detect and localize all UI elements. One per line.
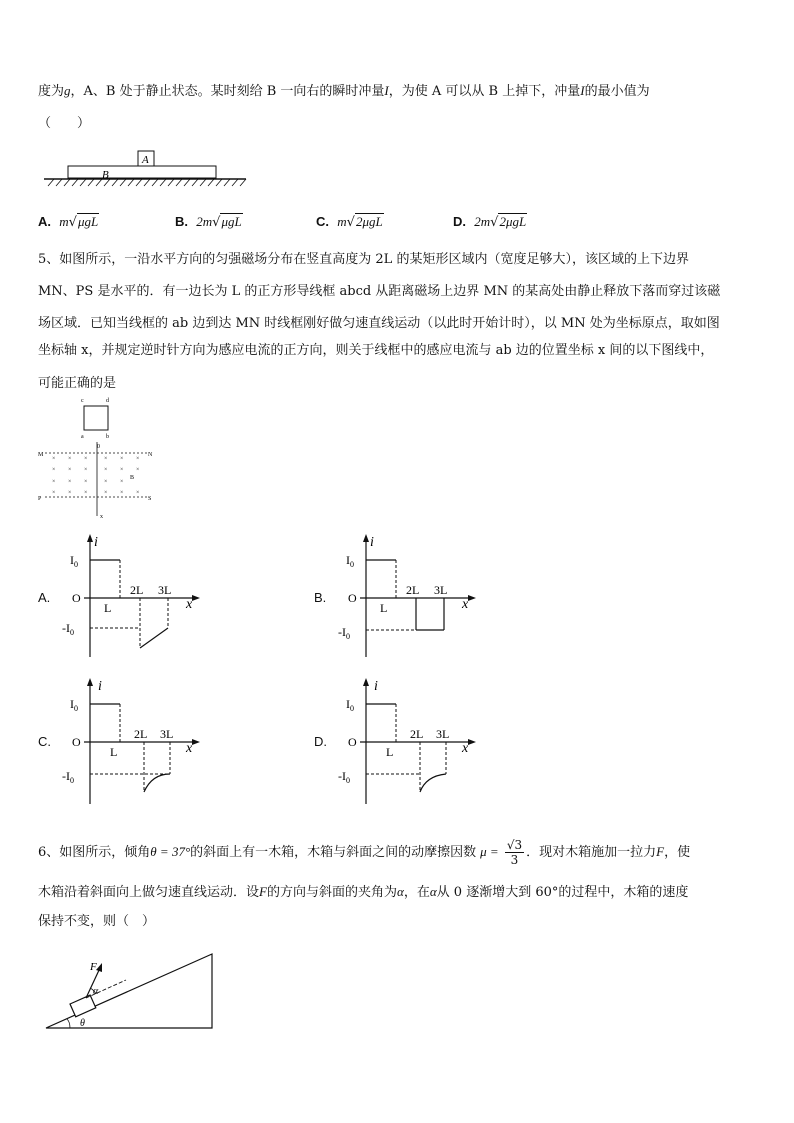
svg-text:i: i	[94, 535, 98, 550]
svg-text:d: d	[106, 398, 109, 404]
svg-text:x: x	[462, 741, 469, 756]
q6-text: 从 0 逐渐增大到 60°的过程中，木箱的速度	[436, 885, 689, 900]
svg-text:-I0: $-I_0$	[338, 769, 350, 785]
option-coef: 2m	[474, 214, 491, 229]
q6-text: ，使	[664, 845, 691, 860]
svg-text:×: ×	[84, 479, 88, 485]
var-alpha: α	[429, 884, 437, 899]
q6-line-2	[38, 884, 688, 901]
q5-option-d-label[interactable]: D.	[314, 734, 327, 749]
q5-line-3: 场区域．已知当线框的 ab 边到达 MN 时线框刚好做匀速直线运动（以此时开始计时），以 MN 处为坐标原点，取如图	[38, 316, 720, 331]
svg-text:i: i	[98, 679, 102, 694]
svg-text:×: ×	[52, 479, 56, 485]
var-g: g	[64, 83, 71, 98]
svg-text:N: N	[148, 452, 153, 458]
option-coef: 2m	[196, 214, 213, 229]
svg-text:2L: 2L	[134, 727, 148, 741]
svg-text:O: O	[348, 591, 357, 605]
q6-line-1	[38, 838, 690, 867]
crate	[70, 995, 96, 1017]
q5-line-4: 坐标轴 x，并规定逆时针方向为感应电流的正方向，则关于线框中的感应电流与 ab 边的位置坐标 x 间的以下图线中，	[38, 343, 714, 358]
var-F: F	[656, 844, 665, 859]
ground-hatch	[48, 179, 246, 186]
board-B-label: B	[102, 169, 109, 181]
frac-denominator: 3	[510, 853, 519, 867]
option-coef: m	[59, 214, 69, 229]
svg-text:I0: $I_0$	[346, 553, 354, 569]
svg-text:c: c	[81, 398, 84, 404]
q5-graph-c[interactable]	[60, 676, 210, 808]
q6-text: ，在	[403, 885, 430, 900]
svg-text:L: L	[386, 745, 394, 759]
svg-text:x: x	[100, 514, 103, 520]
svg-text:I0: $I_0$	[346, 697, 354, 713]
incline	[46, 954, 212, 1028]
q4-stem-line	[38, 83, 650, 100]
svg-text:S: S	[148, 496, 152, 502]
q6-text: 木箱沿着斜面向上做匀速直线运动．设	[38, 885, 260, 900]
field-crosses	[52, 456, 139, 496]
svg-text:×: ×	[104, 467, 108, 473]
block-A-label: A	[142, 154, 149, 166]
option-letter: A.	[38, 214, 51, 229]
svg-text:-I0: $-I_0$	[62, 769, 74, 785]
angle-theta: θ = 37°	[150, 844, 191, 859]
q6-text: ．现对木箱施加一拉力	[526, 845, 657, 860]
svg-text:M: M	[38, 452, 44, 458]
svg-text:×: ×	[120, 467, 124, 473]
svg-text:×: ×	[104, 479, 108, 485]
svg-text:i: i	[370, 535, 374, 550]
svg-text:L: L	[104, 601, 112, 615]
svg-text:i: i	[374, 679, 378, 694]
q6-line-3: 保持不变，则（ ）	[38, 914, 156, 929]
svg-text:L: L	[110, 745, 118, 759]
svg-text:×: ×	[68, 467, 72, 473]
q5-option-c-label[interactable]: C.	[38, 734, 51, 749]
svg-text:0: 0	[97, 444, 100, 450]
svg-text:O: O	[72, 735, 81, 749]
q6-text: 的方向与斜面的夹角为	[266, 885, 397, 900]
q4-text: 度为	[38, 84, 65, 99]
svg-text:b: b	[106, 434, 109, 440]
option-radicand: μgL	[221, 214, 242, 229]
q5-option-b-label[interactable]: B.	[314, 590, 327, 605]
q4-option-b[interactable]: B. 2m√μgL	[175, 214, 242, 230]
board-B	[68, 166, 216, 178]
svg-text:P: P	[38, 496, 42, 502]
svg-text:3L: 3L	[436, 727, 450, 741]
svg-text:×: ×	[120, 490, 124, 496]
svg-text:3L: 3L	[158, 583, 172, 597]
wire-frame	[84, 406, 108, 430]
var-I: I	[384, 83, 389, 98]
q6-text: 6、如图所示，倾角	[38, 845, 151, 860]
q6-text: 的斜面上有一木箱，木箱与斜面之间的动摩擦因数	[190, 845, 477, 860]
svg-text:×: ×	[136, 456, 140, 462]
svg-text:O: O	[348, 735, 357, 749]
svg-text:×: ×	[68, 479, 72, 485]
svg-text:I0: $I_0$	[70, 697, 78, 713]
mu-symbol: μ =	[480, 844, 499, 859]
svg-text:2L: 2L	[406, 583, 420, 597]
svg-text:B: B	[130, 475, 135, 481]
q4-text: 的最小值为	[584, 84, 650, 99]
option-letter: D.	[453, 214, 466, 229]
q4-option-d[interactable]: D. 2m√2μgL	[453, 214, 527, 230]
var-F: F	[259, 884, 267, 899]
option-letter: B.	[175, 214, 188, 229]
svg-text:L: L	[380, 601, 388, 615]
svg-text:×: ×	[120, 479, 124, 485]
svg-text:3L: 3L	[434, 583, 448, 597]
q6-incline-figure	[40, 948, 220, 1034]
q5-graph-b[interactable]	[336, 532, 486, 664]
q5-graph-a[interactable]	[60, 532, 210, 664]
svg-text:F: F	[90, 961, 97, 973]
svg-text:2L: 2L	[130, 583, 144, 597]
svg-text:×: ×	[84, 456, 88, 462]
svg-text:×: ×	[136, 490, 140, 496]
option-radicand: 2μgL	[499, 214, 527, 229]
q5-line-5: 可能正确的是	[38, 376, 117, 391]
svg-text:O: O	[72, 591, 81, 605]
svg-text:x: x	[462, 597, 469, 612]
q4-paren: （ ）	[38, 116, 91, 131]
svg-text:×: ×	[52, 490, 56, 496]
svg-text:x: x	[186, 741, 193, 756]
svg-text:×: ×	[104, 456, 108, 462]
svg-text:I0: $I_0$	[70, 553, 78, 569]
svg-text:×: ×	[84, 490, 88, 496]
svg-text:α: α	[93, 986, 99, 997]
option-letter: C.	[316, 214, 329, 229]
svg-text:x: x	[186, 597, 193, 612]
svg-text:×: ×	[120, 456, 124, 462]
q5-option-a-label[interactable]: A.	[38, 590, 51, 605]
frac-numerator: √3	[506, 838, 523, 852]
svg-text:×: ×	[136, 467, 140, 473]
q4-option-c[interactable]: C. m√2μgL	[316, 214, 383, 230]
q4-text: ，为使 A 可以从 B 上掉下，冲量	[388, 84, 581, 99]
var-alpha: α	[396, 884, 404, 899]
option-coef: m	[337, 214, 347, 229]
svg-text:×: ×	[68, 490, 72, 496]
q5-line-2: MN、PS 是水平的．有一边长为 L 的正方形导线框 abcd 从距离磁场上边界 MN 的某高处由静止释放下落而穿过该磁	[38, 284, 721, 299]
svg-text:3L: 3L	[160, 727, 174, 741]
svg-text:θ: θ	[80, 1018, 85, 1029]
q5-graph-d[interactable]	[336, 676, 486, 808]
mu-fraction	[505, 838, 524, 867]
q5-field-figure	[36, 396, 160, 522]
svg-text:×: ×	[84, 467, 88, 473]
svg-text:×: ×	[104, 490, 108, 496]
svg-text:2L: 2L	[410, 727, 424, 741]
svg-text:a: a	[81, 434, 84, 440]
svg-text:×: ×	[52, 467, 56, 473]
option-radicand: 2μgL	[355, 214, 383, 229]
q4-block-figure	[42, 148, 248, 188]
q4-option-a[interactable]: A. m√μgL	[38, 214, 99, 230]
var-I: I	[580, 83, 585, 98]
svg-text:-I0: $-I_0$	[62, 621, 74, 637]
svg-text:×: ×	[68, 456, 72, 462]
q4-text: ，A、B 处于静止状态。某时刻给 B 一向右的瞬时冲量	[70, 84, 385, 99]
option-radicand: μgL	[77, 214, 99, 229]
svg-text:-I0: $-I_0$	[338, 625, 350, 641]
svg-text:×: ×	[52, 456, 56, 462]
q5-line-1: 5、如图所示，一沿水平方向的匀强磁场分布在竖直高度为 2L 的某矩形区域内（宽度足够大），该区域的上下边界	[38, 252, 689, 267]
